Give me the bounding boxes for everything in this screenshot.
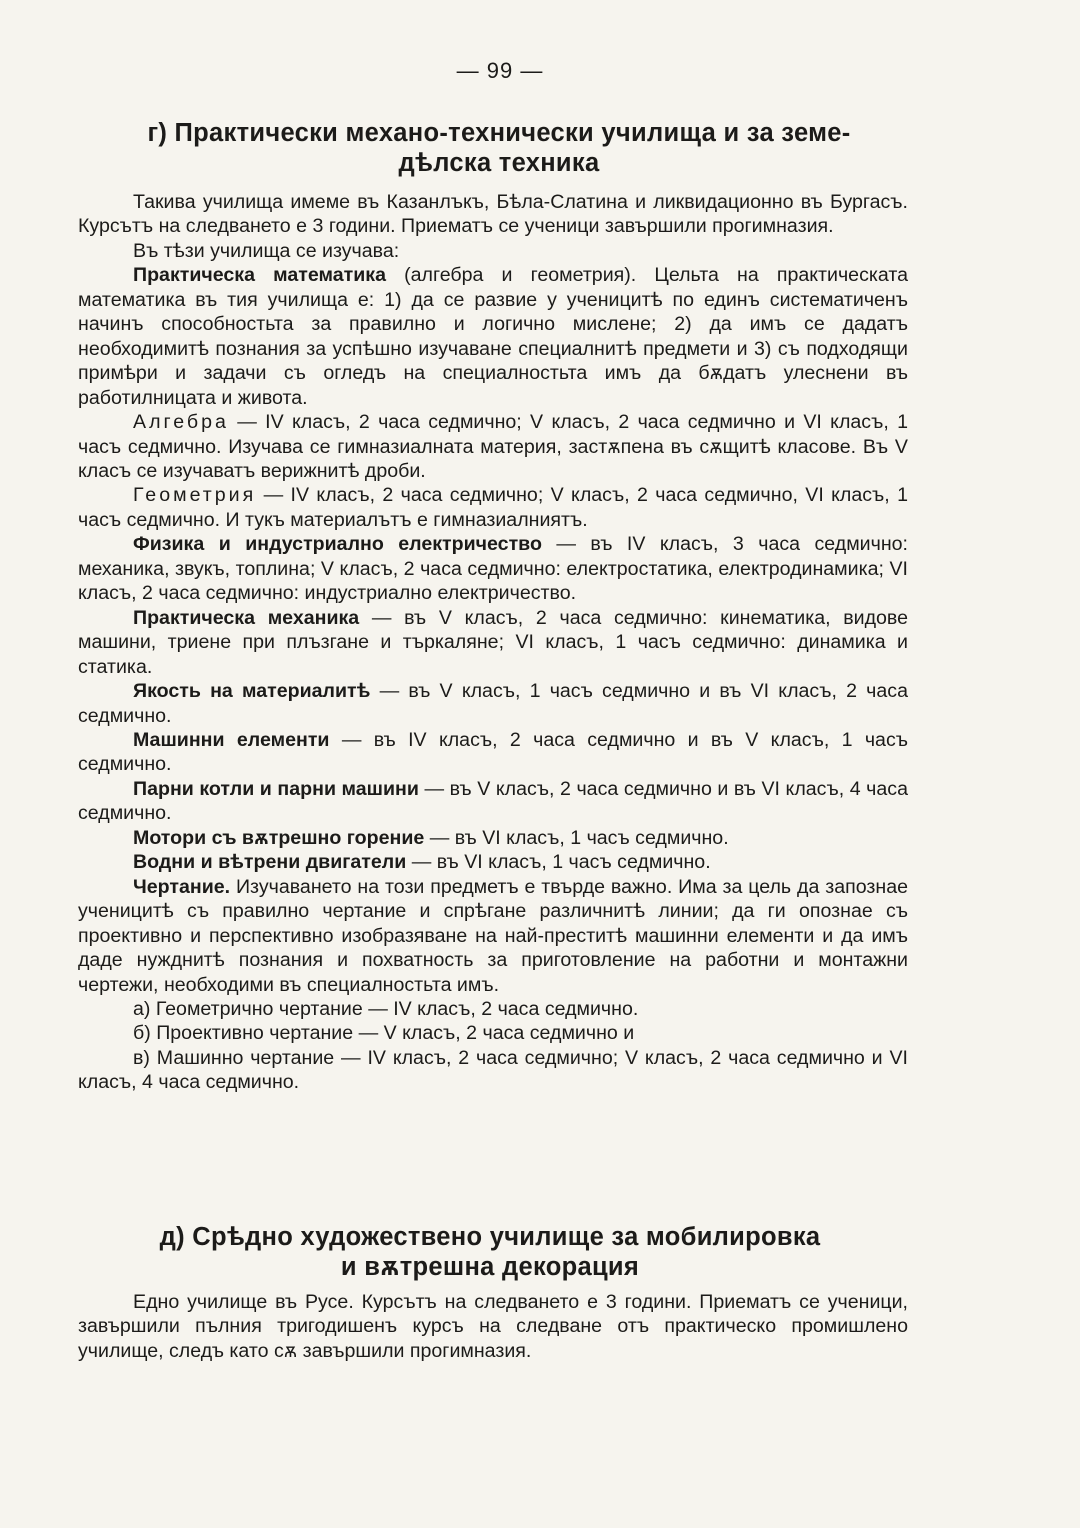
strength-text: — въ V класъ, 1 часъ седмично и въ VI класъ, 2 часа седмично. (78, 680, 908, 727)
motors-text: — въ VI класъ, 1 часъ седмично. (424, 826, 729, 849)
algebra-paragraph (78, 410, 908, 483)
drawing-title: Чертание. (133, 875, 231, 898)
drawing-item-v: в) Машинно чертание — IV класъ, 2 часа седмично; V класъ, 2 часа седмично и VI класъ, 4 часа седмично. (78, 1046, 908, 1094)
section-d-body (78, 1290, 908, 1363)
strength-paragraph (78, 679, 908, 728)
boilers-paragraph (78, 777, 908, 826)
algebra-text: — IV класъ, 2 часа седмично; V класъ, 2 часа седмично и VI класъ, 1 часъ седмично. Изучава се гимназиалната материя, застѫпена въ сѫщитѣ класове. Въ V класъ се изучаватъ верижнитѣ дроби. (78, 411, 908, 482)
studied-paragraph: Въ тѣзи училища се изучава: (133, 239, 400, 262)
boilers-title: Парни котли и парни машини (133, 777, 419, 800)
geometry-paragraph (78, 483, 908, 532)
water-engines-paragraph (78, 850, 908, 874)
drawing-paragraph (78, 875, 908, 997)
section-g-heading (78, 118, 920, 178)
section-d-heading-line2: и вѫтрешна декорация (340, 1253, 640, 1281)
drawing-item-b: б) Проективно чертание — V класъ, 2 часа седмично и (133, 1022, 635, 1045)
math-title: Практическа математика (133, 264, 386, 287)
math-text: (алгебра и геометрия). Цельта на практическата математика въ тия училища е: 1) да се развие у ученицитѣ по единъ систематиченъ начинъ способностьта за правилно и логично мислене; 2) да имъ се дадатъ необходимитѣ познания за успѣшно изучаване специалнитѣ предмети и 3) съ подходящи примѣри и задачи съ огледъ на специалностьта имъ да бѫдатъ улеснени въ работилницата и живота. (78, 264, 908, 409)
intro-paragraph: Такива училища имеме въ Казанлъкъ, Бѣла-Слатина и ликвидационно въ Бургасъ. Курсътъ на следването е 3 години. Приематъ се ученици завършили прогимназия. (78, 191, 908, 238)
water-engines-title: Водни и вѣтрени двигатели (133, 851, 407, 874)
geometry-title: Геометрия (133, 484, 257, 507)
motors-title: Мотори съ вѫтрешно горение (133, 826, 425, 849)
mechanics-text: — въ V класъ, 2 часа седмично: кинематика, видове машини, триене при плъзгане и търкаляне; VI класъ, 1 часъ седмично: динамика и статика. (78, 606, 909, 678)
section-g-heading-line2: дѣлска техника (398, 149, 600, 177)
mechanics-title: Практическа механика (133, 606, 360, 629)
section-d-heading-line1: д) Срѣдно художествено училище за мобилировка (159, 1223, 821, 1251)
water-engines-text: — въ VI класъ, 1 часъ седмично. (406, 851, 711, 874)
physics-text: — въ IV класъ, 3 часа седмично: механика, звукъ, топлина; V класъ, 2 часа седмично: електростатика, електродинамика; VI класъ, 2 часа седмично: индустриално електричество. (78, 533, 908, 605)
strength-title: Якость на материалитѣ (133, 680, 371, 703)
section-d-paragraph: Едно училище въ Русе. Курсътъ на следването е 3 години. Приематъ се ученици, завършили пълния тригодишенъ курсъ на следване отъ практическо промишлено училище, следъ като сѫ завършили прогимназия. (78, 1291, 908, 1362)
physics-paragraph (78, 532, 908, 605)
section-g-body (78, 190, 908, 1095)
section-d-heading (60, 1222, 920, 1282)
geometry-text: — IV класъ, 2 часа седмично; V класъ, 2 часа седмично, VI класъ, 1 часъ седмично. И тукъ материалътъ е гимназиалниятъ. (78, 484, 908, 531)
drawing-text: Изучаването на този предметъ е твърде важно. Има за цель да запознае ученицитѣ съ правилно чертание и спрѣгане различнитѣ линии; да ги опознае съ проективно и перспективно изобразяване на най-преститѣ машинни елементи и да имъ даде нужднитѣ познания и похватность за приготовление на работни и монтажни чертежи, необходими въ специалностьта имъ. (78, 875, 908, 996)
drawing-item-a: а) Геометрично чертание — IV класъ, 2 часа седмично. (133, 997, 639, 1020)
math-paragraph (78, 263, 908, 410)
motors-paragraph (78, 826, 908, 850)
machine-elements-text: — въ IV класъ, 2 часа седмично и въ V класъ, 1 часъ седмично. (78, 728, 908, 776)
machine-elements-title: Машинни елементи (133, 728, 330, 751)
algebra-title: Алгебра (133, 411, 229, 434)
machine-elements-paragraph (78, 728, 908, 777)
boilers-text: — въ V класъ, 2 часа седмично и въ VI класъ, 4 часа седмично. (78, 777, 908, 825)
mechanics-paragraph (78, 606, 908, 679)
section-g-heading-line1: г) Практически механо-технически училища и за земе- (147, 119, 851, 147)
page-number: — 99 — (456, 58, 544, 83)
physics-title: Физика и индустриално електричество (133, 533, 542, 556)
